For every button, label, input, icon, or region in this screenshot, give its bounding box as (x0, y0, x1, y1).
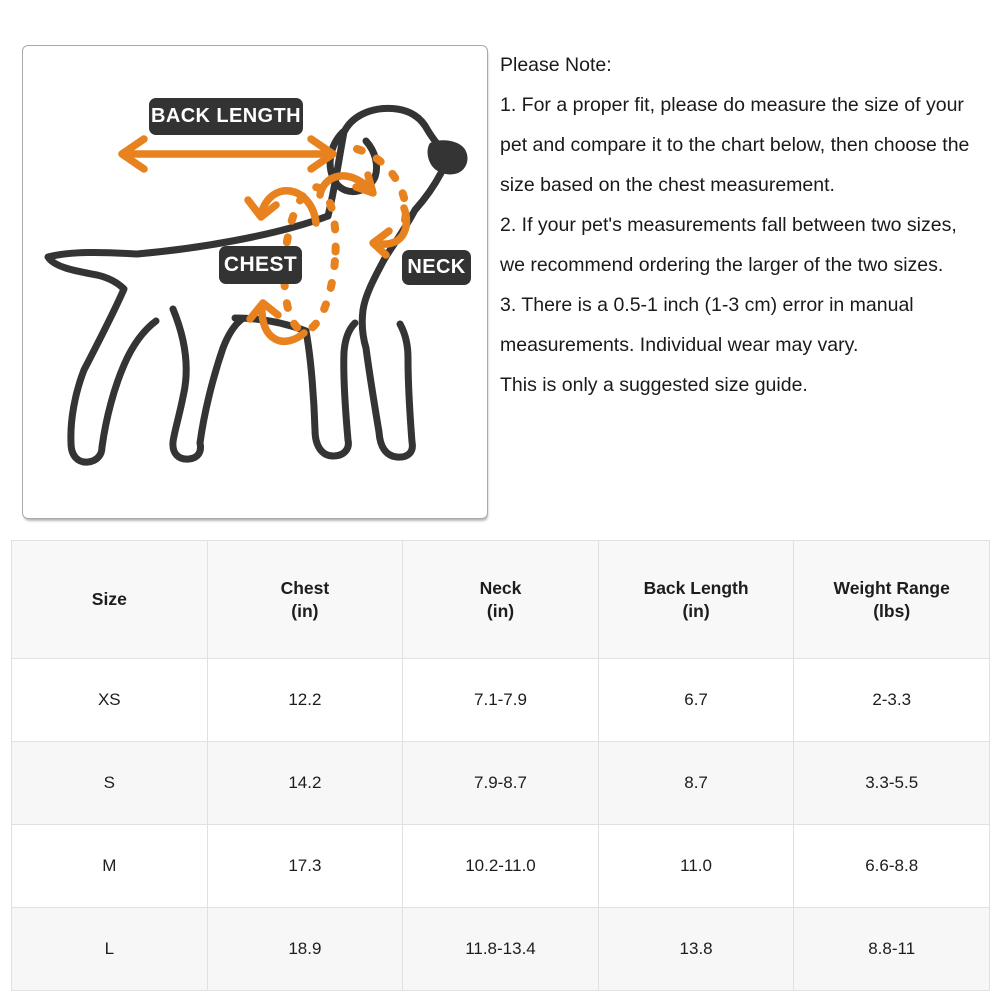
label-chest: CHEST (219, 246, 302, 284)
label-back-length: BACK LENGTH (149, 98, 303, 135)
table-cell: 8.7 (598, 742, 794, 825)
table-cell: 6.7 (598, 659, 794, 742)
table-cell: 17.3 (207, 825, 403, 908)
col-header-chest (207, 541, 403, 659)
table-cell: 6.6-8.8 (794, 825, 990, 908)
table-row-m (12, 825, 990, 908)
table-cell: 3.3-5.5 (794, 742, 990, 825)
col-header-unit: (in) (682, 600, 710, 621)
table-row-s (12, 742, 990, 825)
table-cell: 2-3.3 (794, 659, 990, 742)
table-cell: 12.2 (207, 659, 403, 742)
size-table (11, 540, 990, 991)
notes-line: 1. For a proper fit, please do measure the size of your (500, 94, 964, 116)
table-cell: XS (12, 659, 208, 742)
col-header-unit: (lbs) (873, 600, 911, 621)
notes-line: pet and compare it to the chart below, then choose the (500, 134, 970, 156)
table-cell: 11.0 (598, 825, 794, 908)
col-header-label: Size (91, 589, 127, 609)
col-header-back-length (598, 541, 794, 659)
col-header-neck (403, 541, 599, 659)
col-header-label: Weight Range (833, 577, 950, 598)
notes-line: measurements. Individual wear may vary. (500, 334, 859, 356)
table-cell: 7.1-7.9 (403, 659, 599, 742)
notes-line: 2. If your pet's measurements fall between two sizes, (500, 214, 957, 236)
table-cell: 11.8-13.4 (403, 908, 599, 991)
table-cell: M (12, 825, 208, 908)
table-header-row (12, 541, 990, 659)
notes-line: This is only a suggested size guide. (500, 374, 808, 396)
notes-line: size based on the chest measurement. (500, 174, 835, 196)
col-header-label: Chest (280, 577, 330, 598)
table-row-xs (12, 659, 990, 742)
table-cell: 14.2 (207, 742, 403, 825)
dog-nose (428, 140, 468, 174)
table-row-l (12, 908, 990, 991)
col-header-weight-range (794, 541, 990, 659)
table-cell: 18.9 (207, 908, 403, 991)
table-cell: S (12, 742, 208, 825)
table-cell: 7.9-8.7 (403, 742, 599, 825)
col-header-unit: (in) (486, 600, 515, 621)
table-cell: 13.8 (598, 908, 794, 991)
table-cell: L (12, 908, 208, 991)
col-header-size (12, 541, 208, 659)
notes-title: Please Note: (500, 54, 612, 76)
label-neck: NECK (402, 250, 471, 285)
col-header-label: Neck (479, 577, 522, 598)
col-header-unit: (in) (291, 600, 319, 621)
notes-line: we recommend ordering the larger of the two sizes. (500, 254, 944, 276)
measurement-diagram (22, 45, 488, 519)
table-cell: 8.8-11 (794, 908, 990, 991)
notes (500, 45, 996, 405)
notes-line: 3. There is a 0.5-1 inch (1-3 cm) error in manual (500, 294, 914, 316)
col-header-label: Back Length (643, 577, 749, 598)
table-cell: 10.2-11.0 (403, 825, 599, 908)
